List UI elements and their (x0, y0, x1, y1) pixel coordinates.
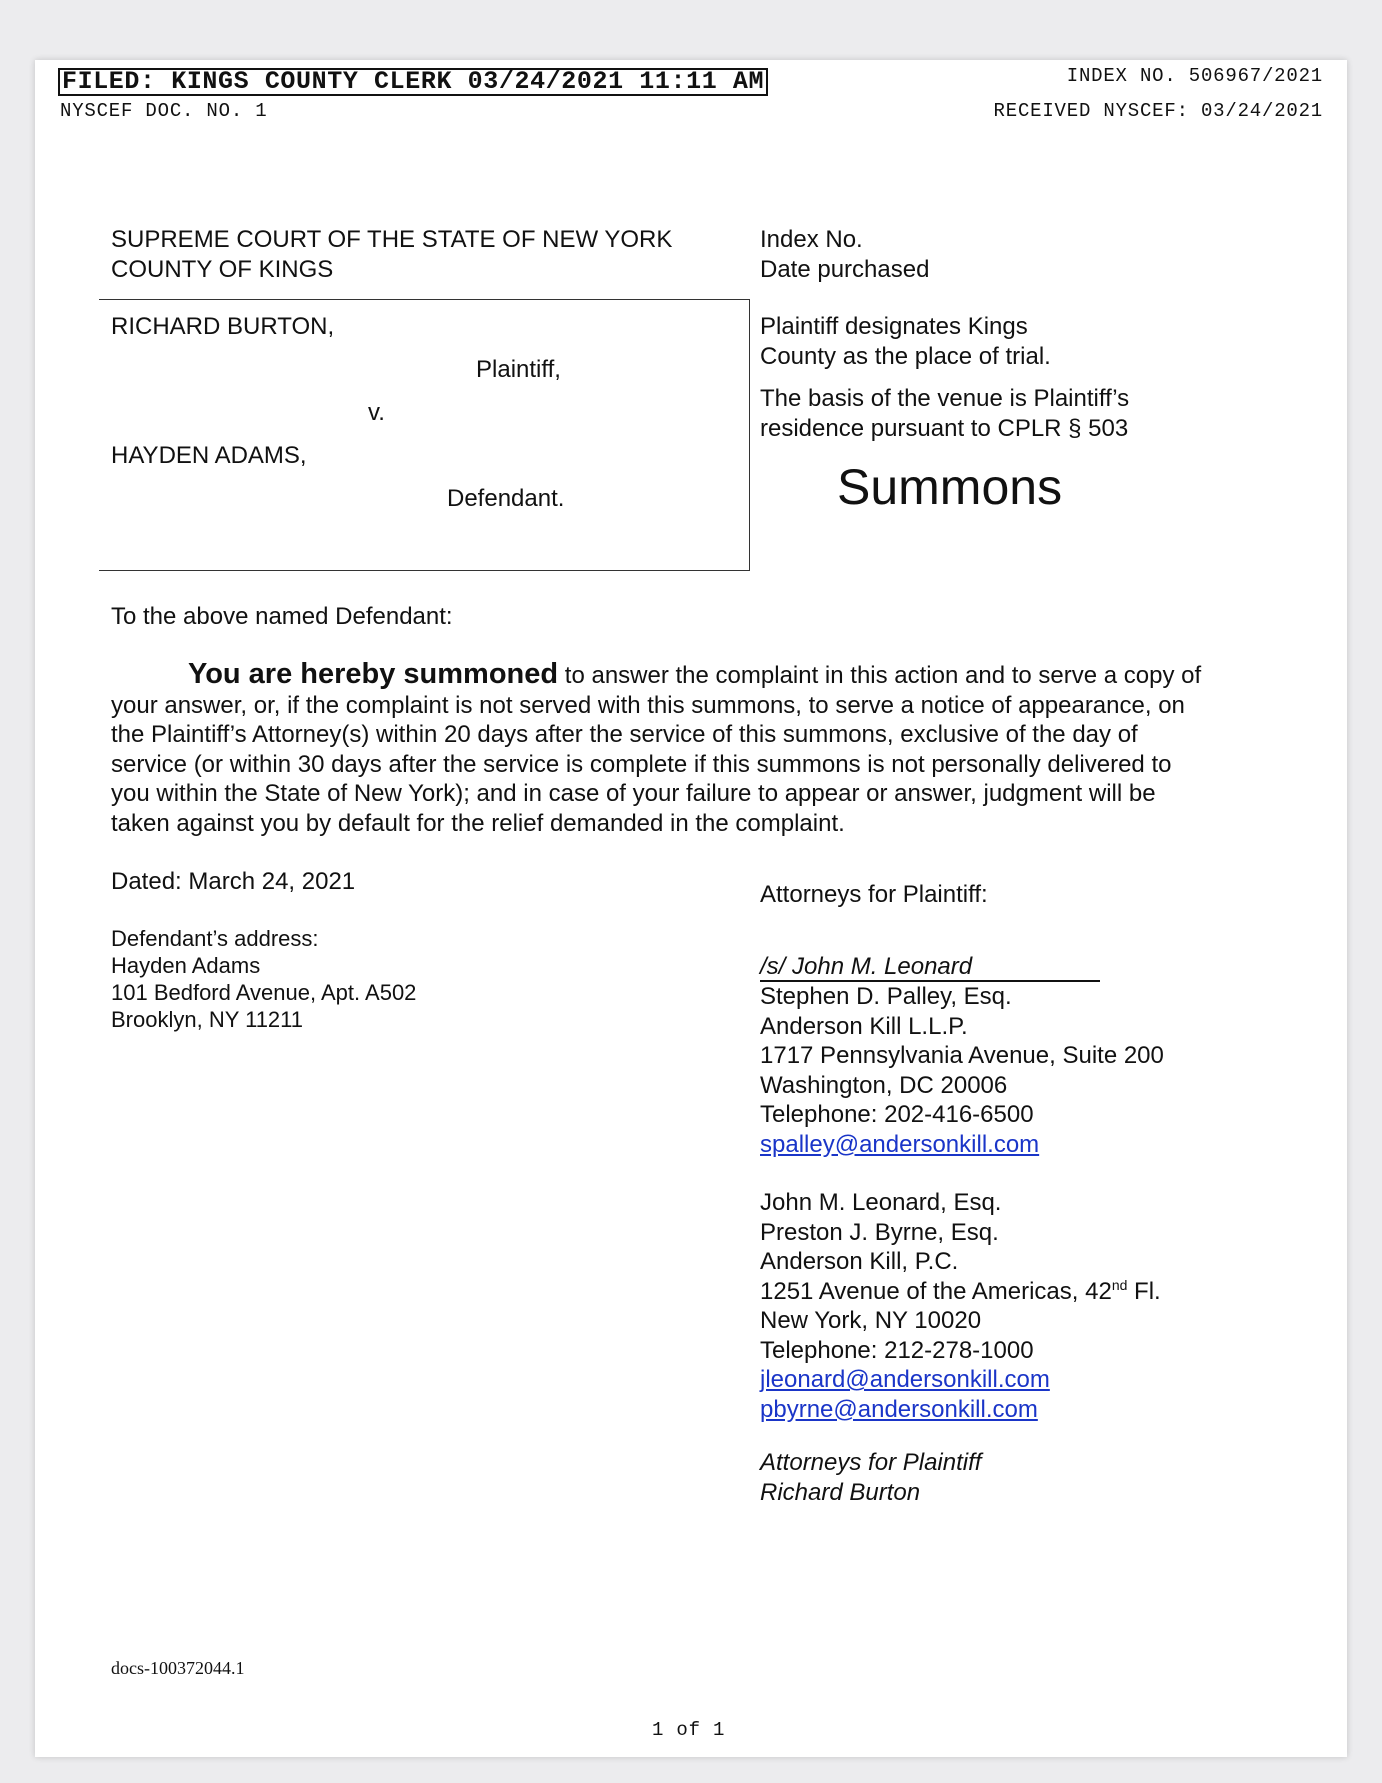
dc-phone: Telephone: 202-416-6500 (760, 1101, 1034, 1128)
paragraph-line-5: you within the State of New York); and in case of your failure to appear or answer, judgment will be (111, 780, 1156, 807)
filed-stamp: FILED: KINGS COUNTY CLERK 03/24/2021 11:11 AM (58, 68, 768, 96)
dc-street: 1717 Pennsylvania Avenue, Suite 200 (760, 1042, 1164, 1069)
summons-bold-lead: You are hereby summoned (188, 658, 559, 690)
defendant-address-city: Brooklyn, NY 11211 (111, 1007, 304, 1032)
salutation: To the above named Defendant: (111, 603, 453, 630)
closing-client: Richard Burton (760, 1478, 921, 1506)
paragraph-line-2: your answer, or, if the complaint is not served with this summons, to serve a notice of appearance, on (111, 691, 1185, 719)
ny-street-floor: Fl. (1127, 1277, 1161, 1305)
closing-attorneys: Attorneys for Plaintiff (760, 1449, 982, 1476)
paragraph-line-3: the Plaintiff’s Attorney(s) within 20 days after the service of this summons, exclusive of the day of (111, 721, 1138, 748)
paragraph-line-4: service (or within 30 days after the service is complete if this summons is not personally delivered to (111, 750, 1172, 778)
defendant-address-label: Defendant’s address: (111, 926, 319, 951)
index-number: INDEX NO. 506967/2021 (1066, 65, 1323, 87)
defendant-name: HAYDEN ADAMS, (111, 442, 307, 469)
page-number: 1 of 1 (652, 1719, 726, 1741)
defendant-role: Defendant. (447, 485, 565, 512)
venue-designation-cont: County as the place of trial. (760, 343, 1051, 370)
versus: v. (368, 399, 385, 426)
date-purchased-label: Date purchased (760, 256, 930, 283)
ny-street (760, 1277, 1164, 1307)
doc-number: NYSCEF DOC. NO. 1 (60, 100, 268, 122)
document-title: Summons (837, 459, 1063, 515)
court-name: SUPREME COURT OF THE STATE OF NEW YORK (111, 226, 673, 253)
document-page (35, 60, 1347, 1757)
plaintiff-name: RICHARD BURTON, (111, 313, 335, 340)
attorney-leonard: John M. Leonard, Esq. (760, 1189, 1002, 1216)
email-link-jleonard[interactable]: jleonard@andersonkill.com (760, 1366, 1050, 1393)
ny-street-ordinal: nd (1111, 1276, 1128, 1293)
ny-phone: Telephone: 212-278-1000 (760, 1336, 1034, 1364)
index-no-label: Index No. (760, 226, 863, 253)
firm-llp: Anderson Kill L.L.P. (760, 1012, 968, 1040)
signature-line: /s/ John M. Leonard (760, 953, 1100, 982)
attorney-palley: Stephen D. Palley, Esq. (760, 983, 1012, 1010)
dated-line: Dated: March 24, 2021 (111, 868, 356, 895)
venue-basis-cont: residence pursuant to CPLR § 503 (760, 415, 1129, 442)
email-link-pbyrne[interactable]: pbyrne@andersonkill.com (760, 1395, 1038, 1423)
ny-street-main: 1251 Avenue of the Americas, 42 (760, 1277, 1112, 1305)
firm-pc: Anderson Kill, P.C. (760, 1248, 959, 1275)
summons-paragraph (111, 660, 1311, 838)
attorneys-block (760, 952, 1164, 1507)
court-county: COUNTY OF KINGS (111, 256, 334, 283)
venue-designation: Plaintiff designates Kings (760, 313, 1028, 340)
attorney-byrne: Preston J. Byrne, Esq. (760, 1218, 999, 1246)
venue-basis: The basis of the venue is Plaintiff’s (760, 385, 1130, 412)
dc-city: Washington, DC 20006 (760, 1071, 1008, 1099)
attorneys-label: Attorneys for Plaintiff: (760, 881, 988, 908)
defendant-address-street: 101 Bedford Avenue, Apt. A502 (111, 980, 417, 1005)
paragraph-line-6: taken against you by default for the relief demanded in the complaint. (111, 809, 845, 837)
doc-id: docs-100372044.1 (111, 1658, 245, 1678)
plaintiff-role: Plaintiff, (476, 356, 561, 383)
ny-city: New York, NY 10020 (760, 1307, 982, 1334)
paragraph-line-1: to answer the complaint in this action and to serve a copy of (558, 662, 1202, 689)
defendant-address-name: Hayden Adams (111, 953, 261, 978)
received-date: RECEIVED NYSCEF: 03/24/2021 (993, 100, 1323, 122)
email-link-spalley[interactable]: spalley@andersonkill.com (760, 1130, 1040, 1158)
defendant-address-block (111, 925, 416, 1033)
